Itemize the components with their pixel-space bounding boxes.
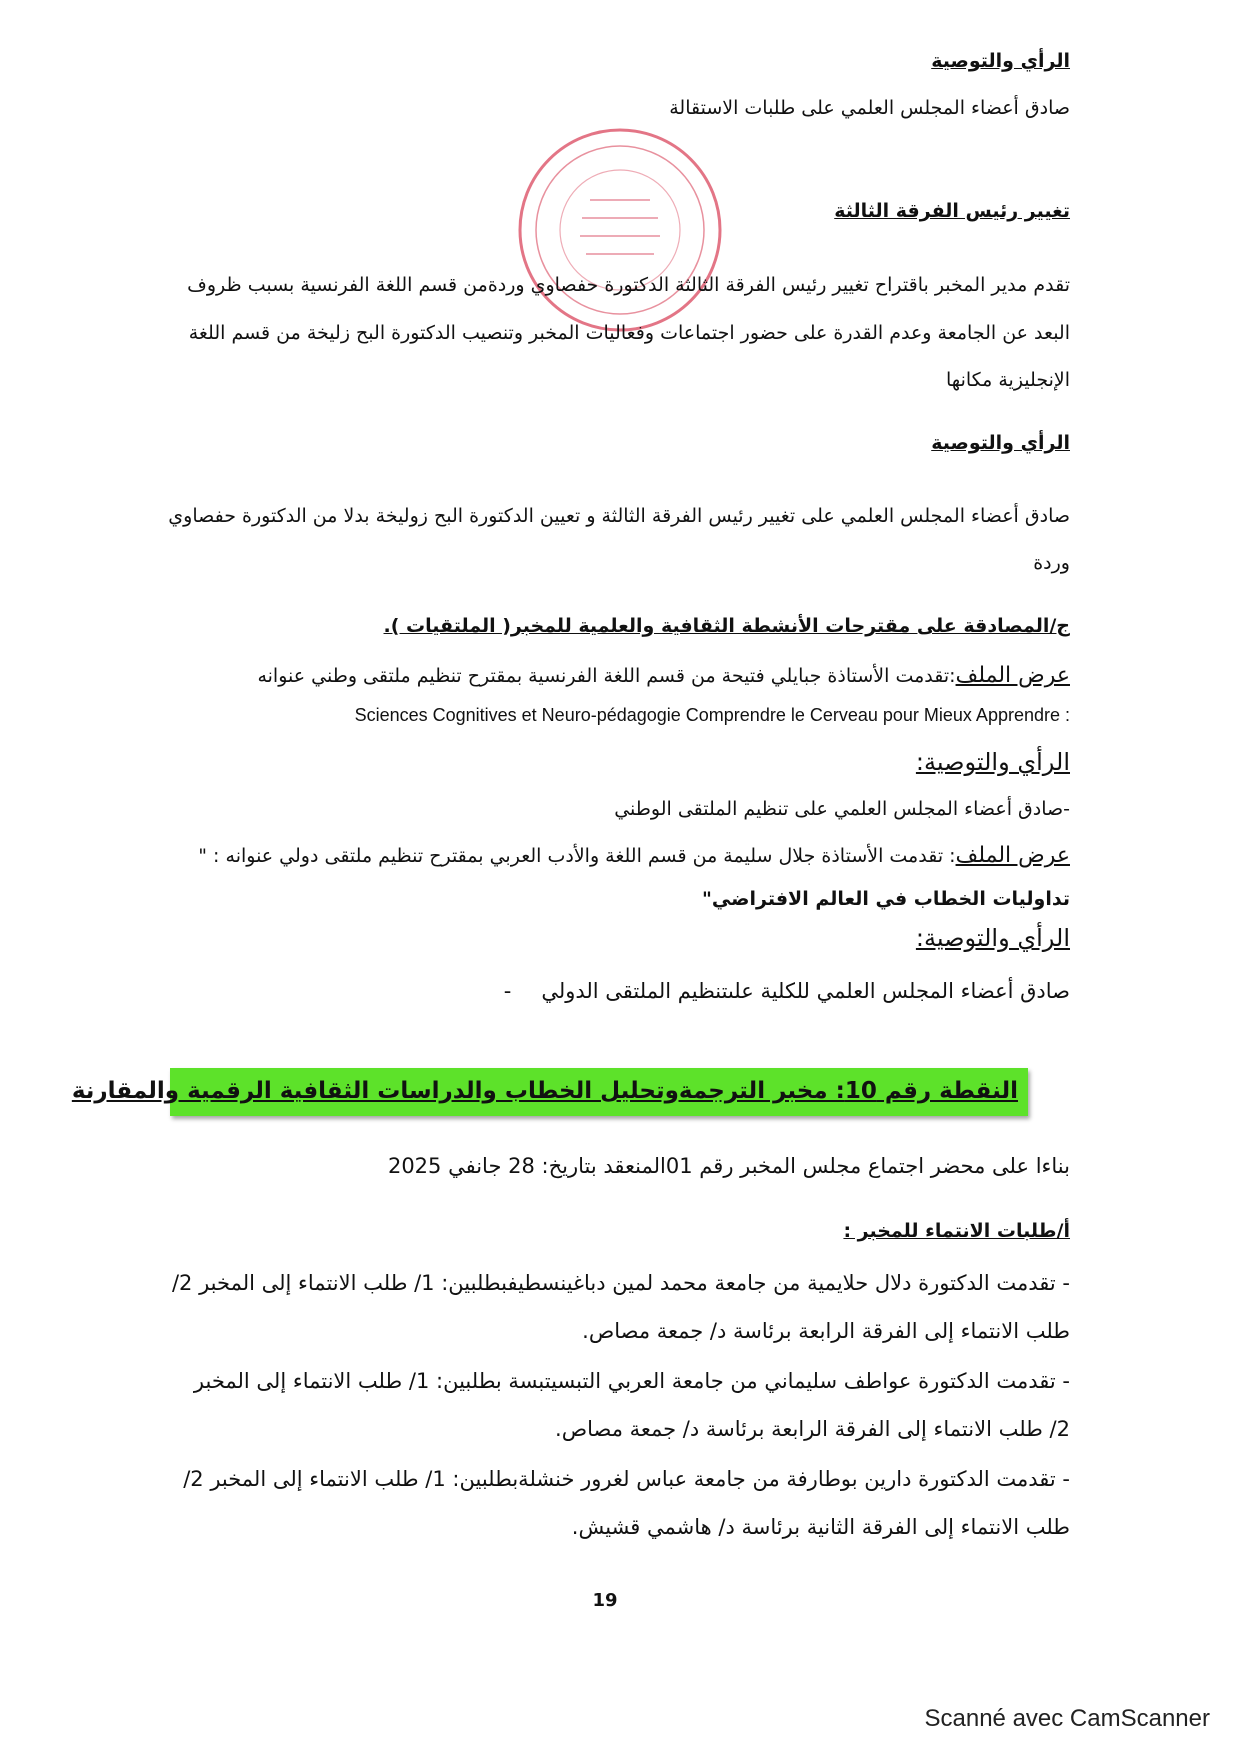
request-item-line: طلب الانتماء إلى الفرقة الرابعة برئاسة د/ جمعة مصاص. bbox=[582, 1319, 1070, 1343]
paragraph-line: وردة bbox=[1033, 552, 1070, 574]
file-presentation-2 bbox=[130, 843, 1070, 869]
colloquium-title-ar: تداوليات الخطاب في العالم الافتراضي" bbox=[702, 888, 1070, 910]
recommendation-heading-4: الرأي والتوصية: bbox=[915, 924, 1070, 952]
meeting-basis-text: بناءا على محضر اجتماع مجلس المخبر رقم 01المنعقد بتاريخ: 28 جانفي 2025 bbox=[387, 1154, 1070, 1178]
file-text: :تقدمت الأستاذة جبايلي فتيحة من قسم اللغة الفرنسية بمقترح تنظيم ملتقى وطني عنوانه bbox=[257, 665, 956, 687]
membership-requests-heading: أ/طلبات الانتماء للمخبر : bbox=[843, 1220, 1070, 1242]
page-number: 19 bbox=[592, 1590, 618, 1611]
activities-approval-heading: ج/المصادقة على مقترحات الأنشطة الثقافية والعلمية للمخبر( الملتقيات ). bbox=[383, 615, 1070, 637]
paragraph-line: تقدم مدير المخبر باقتراح تغيير رئيس الفرقة الثالثة الدكتورة حفصاوي وردةمن قسم اللغة الفرنسية بسبب ظروف bbox=[187, 274, 1070, 296]
agenda-point-banner bbox=[71, 1068, 1028, 1116]
paragraph-line: البعد عن الجامعة وعدم القدرة على حضور اجتماعات وفعاليات المخبر وتنصيب الدكتورة البح زليخة من قسم اللغة bbox=[188, 322, 1070, 344]
recommendation-heading-1: الرأي والتوصية bbox=[931, 50, 1070, 72]
list-dash: - bbox=[503, 979, 512, 1003]
recommendation-heading-2: الرأي والتوصية bbox=[931, 432, 1070, 454]
recommendation-heading-3: الرأي والتوصية: bbox=[915, 748, 1070, 776]
recommendation-text-1: صادق أعضاء المجلس العلمي على طلبات الاستقالة bbox=[669, 97, 1070, 119]
recommendation-text-3: -صادق أعضاء المجلس العلمي على تنظيم الملتقى الوطني bbox=[614, 798, 1070, 820]
official-stamp bbox=[510, 120, 730, 340]
file-presentation-1 bbox=[130, 663, 1070, 689]
file-label: عرض الملف bbox=[955, 663, 1070, 688]
paragraph-line: الإنجليزية مكانها bbox=[946, 369, 1070, 391]
request-item-line: طلب الانتماء إلى الفرقة الثانية برئاسة د/ هاشمي قشيش. bbox=[571, 1515, 1070, 1539]
recommendation-text: صادق أعضاء المجلس العلمي للكلية علىتنظيم الملتقى الدولي bbox=[541, 979, 1070, 1003]
request-item-line: - تقدمت الدكتورة دارين بوطارفة من جامعة عباس لغرور خنشلةبطلبين: 1/ طلب الانتماء إلى المخبر 2/ bbox=[183, 1467, 1070, 1491]
recommendation-text-4 bbox=[130, 978, 1070, 1004]
change-team-head-heading: تغيير رئيس الفرقة الثالثة bbox=[834, 200, 1070, 222]
paragraph-line: صادق أعضاء المجلس العلمي على تغيير رئيس الفرقة الثالثة و تعيين الدكتورة البح زوليخة بدلا من الدكتورة حفصاوي bbox=[168, 505, 1070, 527]
scanner-watermark: Scanné avec CamScanner bbox=[924, 1705, 1210, 1732]
file-label: عرض الملف bbox=[955, 843, 1070, 868]
request-item-line: - تقدمت الدكتورة عواطف سليماني من جامعة العربي التبسيتبسة بطلبين: 1/ طلب الانتماء إلى المخبر bbox=[193, 1369, 1070, 1393]
file-text: : تقدمت الأستاذة جلال سليمة من قسم اللغة والأدب العربي بمقترح تنظيم ملتقى دولي عنوانه : " bbox=[198, 845, 956, 867]
colloquium-title-fr: Sciences Cognitives et Neuro-pédagogie Comprendre le Cerveau pour Mieux Apprendre : bbox=[354, 705, 1070, 725]
request-item-line: - تقدمت الدكتورة دلال حلايمية من جامعة محمد لمين دباغينسطيفبطلبين: 1/ طلب الانتماء إلى المخبر 2/ bbox=[171, 1271, 1070, 1295]
request-item-line: 2/ طلب الانتماء إلى الفرقة الرابعة برئاسة د/ جمعة مصاص. bbox=[555, 1417, 1070, 1441]
banner-text: النقطة رقم 10: مخبر الترجمةوتحليل الخطاب والدراسات الثقافية الرقمية والمقارنة bbox=[71, 1078, 1018, 1104]
